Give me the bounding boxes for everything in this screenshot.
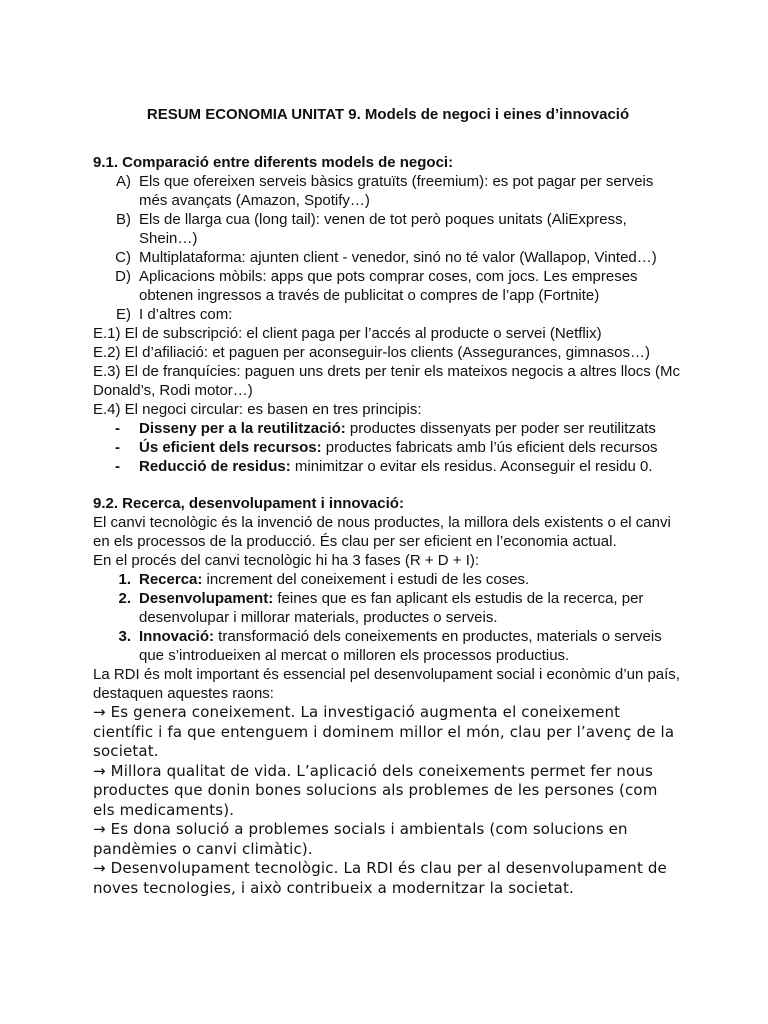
- paragraph-phases-intro: En el procés del canvi tecnològic hi ha 3 fases (R + D + I):: [93, 552, 480, 569]
- list-item-c: [93, 248, 683, 267]
- spacer: [93, 124, 683, 153]
- phase-term: Innovació:: [139, 628, 215, 645]
- number-marker: 1.: [118, 571, 131, 588]
- phase-description: feines que es fan aplicant els estudis de la recerca, per desenvolupar i millorar materials, productes o serveis.: [139, 590, 644, 626]
- phase-term: Recerca:: [139, 571, 203, 588]
- reason-paragraph: → Es dona solució a problemes socials i ambientals (com solucions en pandèmies o canvi climàtic).: [93, 820, 628, 858]
- phase-description: increment del coneixement i estudi de les coses.: [202, 571, 530, 588]
- principle-term: Disseny per a la reutilització:: [139, 420, 346, 437]
- reason-paragraph: → Desenvolupament tecnològic. La RDI és clau per al desenvolupament de noves tecnologies, i això contribueix a modernitzar la societat.: [93, 859, 667, 897]
- reason-paragraph: → Es genera coneixement. La investigació augmenta el coneixement científic i fa que entenguem i dominem millor el món, clau per l’avenç de la societat.: [93, 703, 675, 760]
- number-marker: 3.: [118, 628, 131, 645]
- principle-description: productes dissenyats per poder ser reutilitzats: [345, 420, 656, 437]
- list-marker: D): [115, 268, 131, 285]
- paragraph-e1: E.1) El de subscripció: el client paga per l’accés al producte o servei (Netflix): [93, 325, 602, 342]
- list-item-text: Multiplataforma: ajunten client - venedor, sinó no té valor (Wallapop, Vinted…): [139, 249, 657, 266]
- list-item-text: I d’altres com:: [139, 306, 233, 323]
- list-item-d: [93, 267, 683, 305]
- principle-item: [93, 457, 683, 476]
- principle-term: Ús eficient dels recursos:: [139, 439, 322, 456]
- list-item-text: Els de llarga cua (long tail): venen de tot però poques unitats (AliExpress, Shein…): [139, 211, 627, 247]
- section-heading-9-2: 9.2. Recerca, desenvolupament i innovació:: [93, 495, 404, 512]
- paragraph-rdi-intro: La RDI és molt important és essencial pel desenvolupament social i econòmic d’un país, destaquen aquestes raons:: [93, 666, 680, 702]
- paragraph-e2: E.2) El d’afiliació: et paguen per aconseguir-los clients (Assegurances, gimnasos…): [93, 344, 650, 361]
- spacer: [93, 476, 683, 494]
- phase-term: Desenvolupament:: [139, 590, 274, 607]
- principle-description: minimitzar o evitar els residus. Aconseguir el residu 0.: [290, 458, 653, 475]
- dash-marker: -: [115, 420, 120, 437]
- paragraph-intro: El canvi tecnològic és la invenció de nous productes, la millora dels existents o el canvi en els processos de la producció. És clau per ser eficient en l’economia actual.: [93, 514, 671, 550]
- number-marker: 2.: [118, 590, 131, 607]
- list-marker: B): [116, 211, 131, 228]
- principle-description: productes fabricats amb l’ús eficient dels recursos: [321, 439, 658, 456]
- principle-text: [139, 457, 683, 476]
- phase-text: [139, 570, 683, 589]
- principle-item: [93, 419, 683, 438]
- principle-text: [139, 419, 683, 438]
- list-marker: E): [116, 306, 131, 323]
- paragraph-e4: E.4) El negoci circular: es basen en tres principis:: [93, 401, 422, 418]
- phase-description: transformació dels coneixements en productes, materials o serveis que s’introdueixen al mercat o milloren els processos productius.: [139, 628, 662, 664]
- list-marker: C): [115, 249, 131, 266]
- document-title: RESUM ECONOMIA UNITAT 9. Models de negoci i eines d’innovació: [146, 106, 630, 123]
- phase-item: [93, 589, 683, 627]
- principle-term: Reducció de residus:: [139, 458, 291, 475]
- phase-text: [139, 627, 683, 665]
- phase-text: [139, 589, 683, 627]
- paragraph-e3: E.3) El de franquícies: paguen uns drets per tenir els mateixos negocis a altres llocs (Mc Donald’s, Rodi motor…): [93, 363, 680, 399]
- dash-marker: -: [115, 439, 120, 456]
- phase-item: [93, 570, 683, 589]
- list-item-a: [93, 172, 683, 210]
- list-item-e: [93, 305, 683, 324]
- reason-paragraph: → Millora qualitat de vida. L’aplicació dels coneixements permet fer nous productes que donin bones solucions als problemes de les persones (com els medicaments).: [93, 761, 658, 819]
- principle-text: [139, 438, 683, 457]
- list-item-text: Els que ofereixen serveis bàsics gratuïts (freemium): es pot pagar per serveis més avançats (Amazon, Spotify…): [139, 173, 654, 209]
- phase-item: [93, 627, 683, 665]
- dash-marker: -: [115, 458, 120, 475]
- principle-item: [93, 438, 683, 457]
- list-item-b: [93, 210, 683, 248]
- section-heading-9-1: 9.1. Comparació entre diferents models de negoci:: [93, 154, 454, 171]
- list-marker: A): [116, 173, 131, 190]
- document-page: [93, 105, 683, 898]
- list-item-text: Aplicacions mòbils: apps que pots comprar coses, com jocs. Les empreses obtenen ingressos a través de publicitat o compres de l’app (Fortnite): [139, 268, 638, 304]
